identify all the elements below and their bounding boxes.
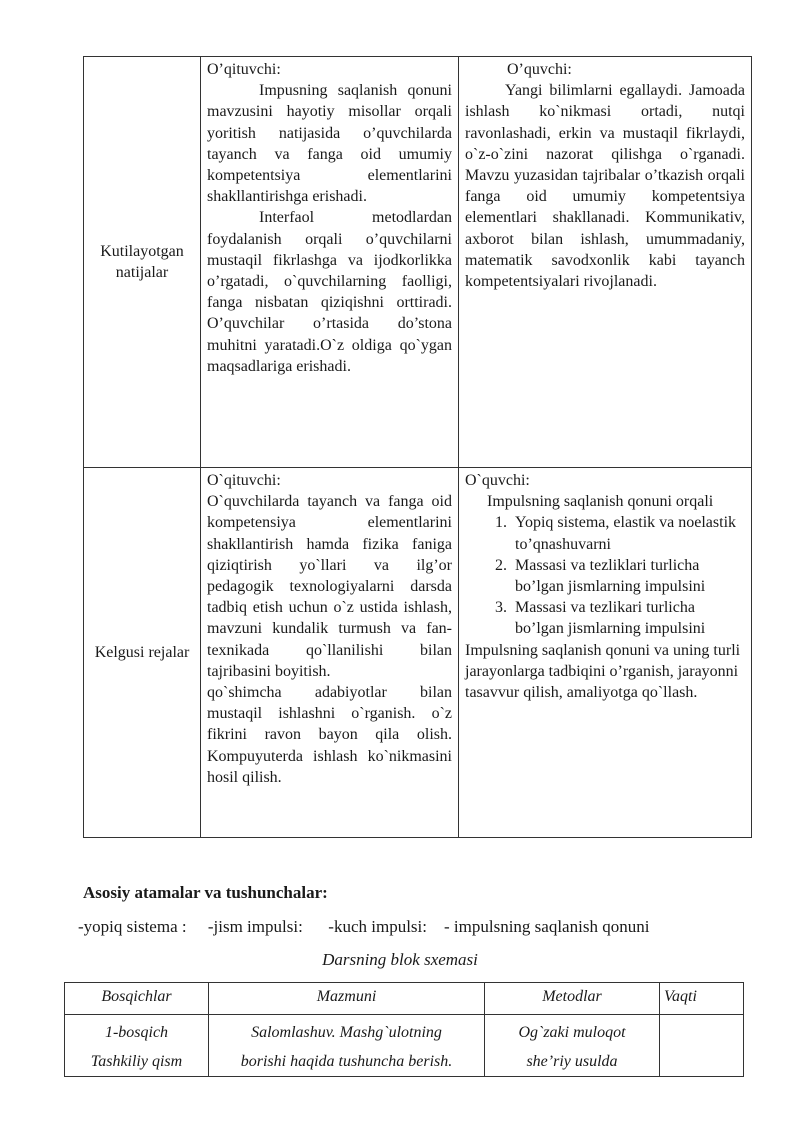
paragraph: Impulsning saqlanish qonuni va uning turli jarayonlarga tadbiqini o’rganish, jarayonni tasavvur qilish, amaliyotga qo`llash.	[465, 641, 741, 702]
teacher-cell	[201, 468, 459, 838]
table-row	[84, 468, 752, 838]
row-label: Kutilayotgan natijalar	[84, 57, 201, 468]
column-header: Mazmuni	[209, 983, 485, 1015]
outcomes-table	[83, 56, 752, 838]
row-label: Kelgusi rejalar	[84, 468, 201, 838]
term-item: - impulsning saqlanish qonuni	[444, 917, 650, 936]
terms-heading: Asosiy atamalar va tushunchalar:	[83, 883, 328, 902]
blok-heading: Darsning blok sxemasi	[322, 950, 478, 969]
terms-list	[78, 917, 649, 937]
column-header: Vaqti	[660, 983, 744, 1015]
paragraph: qo`shimcha adabiyotlar bilan mustaqil ishlashni o`rganish. o`z fikrini ravon bayon qila olish. Kompuyuterda ishlash ko`nikmasini hosil qilish.	[207, 684, 452, 786]
student-cell	[459, 57, 752, 468]
time-cell	[660, 1015, 744, 1077]
column-header: Bosqichlar	[65, 983, 209, 1015]
teacher-heading: O`qituvchi:	[207, 472, 281, 489]
paragraph: Interfaol metodlardan foydalanish orqali o’quvchilarni mustaqil fikrlashga va ijodkorlikka o’rgatadi, o`quvchilarning faolligi, fanga nisbatan qiziqishni orttiradi. O’quvchilar o’rtasida do’stona muhitni yaratadi.O`z oldiga qo`ygan maqsadlariga erishadi.	[207, 209, 452, 375]
method-cell	[485, 1015, 660, 1077]
term-item: -kuch impulsi:	[328, 917, 427, 936]
stage-name: Tashkiliy qism	[90, 1053, 183, 1070]
blok-table	[64, 982, 744, 1077]
student-cell	[459, 468, 752, 838]
list-item: 3. Massasi va tezlikari turlicha bo’lgan jismlarning impulsini	[511, 597, 745, 639]
term-item: -jism impulsi:	[207, 917, 303, 936]
term-item: -yopiq sistema :	[78, 917, 187, 936]
content-line: borishi haqida tushuncha berish.	[240, 1053, 453, 1070]
stage-number: 1-bosqich	[104, 1024, 169, 1041]
student-heading: O`quvchi:	[465, 472, 530, 489]
table-header-row	[65, 983, 744, 1015]
teacher-cell	[201, 57, 459, 468]
table-row	[65, 1015, 744, 1077]
content-line: Salomlashuv. Mashg`ulotning	[251, 1024, 442, 1041]
paragraph: Impusning saqlanish qonuni mavzusini hayotiy misollar orqali yoritish natijasida o’quvchilarda tayanch va fanga oid umumiy kompetentsiya elementlarini shakllantirishga erishadi.	[207, 82, 452, 206]
numbered-list	[465, 512, 745, 639]
paragraph: Yangi bilimlarni egallaydi. Jamoada ishlash ko`nikmasi ortadi, nutqi ravonlashadi, erkin va mustaqil fikrlaydi, o`z-o`zini nazorat qilishga o`rganadi. Mavzu yuzasidan tajribalar o’tkazish orqali fanga oid umumiy kompetentsiya elementlari shakllanadi. Kommunikativ, axborot bilan ishlash, umummadaniy, matematik savodxonlik kabi tayanch kompetentsiyalari rivojlanadi.	[465, 82, 745, 291]
paragraph: O`quvchilarda tayanch va fanga oid kompetensiya elementlarini shakllantirish hamda fizika faniga qiziqtirish yo`llari va ilg’or pedagogik texnologiyalarni darsda tadbiq etish uchun o`z ustida ishlash, mavzuni kundalik turmush va fan-texnikada qo`llanilishi bilan tajribasini boyitish.	[207, 493, 452, 680]
stage-cell	[65, 1015, 209, 1077]
list-item: 2. Massasi va tezliklari turlicha bo’lgan jismlarning impulsini	[511, 555, 745, 597]
list-item: 1. Yopiq sistema, elastik va noelastik to’qnashuvarni	[511, 512, 745, 554]
paragraph: Impulsning saqlanish qonuni orqali	[487, 493, 714, 511]
method-line: she’riy usulda	[526, 1053, 618, 1070]
content-cell	[209, 1015, 485, 1077]
column-header: Metodlar	[485, 983, 660, 1015]
teacher-heading: O’qituvchi:	[207, 61, 281, 78]
table-row	[84, 57, 752, 468]
student-heading: O’quvchi:	[507, 61, 572, 78]
method-line: Og`zaki muloqot	[518, 1024, 626, 1041]
